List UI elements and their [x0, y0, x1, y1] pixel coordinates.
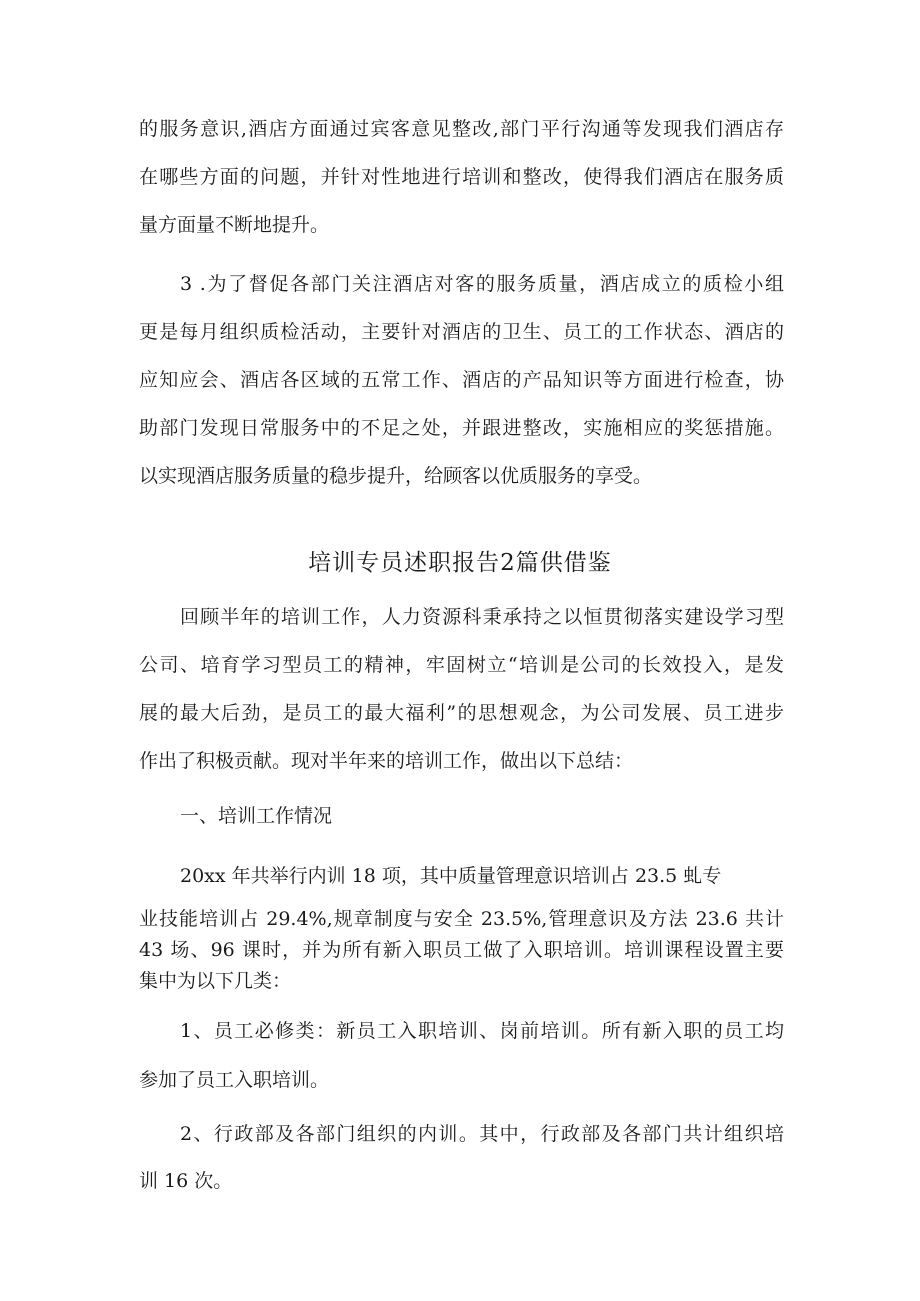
paragraph-line: 应知应会、酒店各区域的五常工作、酒店的产品知识等方面进行检查，协 [139, 369, 784, 391]
paragraph-line: 量方面量不断地提升。 [139, 214, 330, 236]
paragraph-line: 2、行政部及各部门组织的内训。其中，行政部及各部门共计组织培 [180, 1123, 784, 1145]
paragraph-line: 集中为以下几类： [139, 970, 292, 992]
section-heading: 一、培训工作情况 [180, 805, 333, 827]
paragraph-line: 业技能培训占 29.4%,规章制度与安全 23.5%,管理意识及方法 23.6 共计 [139, 908, 784, 930]
paragraph-line: 助部门发现日常服务中的不足之处，并跟进整改，实施相应的奖惩措施。 [139, 417, 784, 439]
paragraph-line: 在哪些方面的问题，并针对性地进行培训和整改，使得我们酒店在服务质 [139, 166, 784, 188]
paragraph-line: 的服务意识,酒店方面通过宾客意见整改,部门平行沟通等发现我们酒店存 [139, 118, 784, 140]
paragraph-line: 3 .为了督促各部门关注酒店对客的服务质量，酒店成立的质检小组 [180, 273, 784, 295]
paragraph-line: 展的最大后劲，是员工的最大福利”的思想观念，为公司发展、员工进步 [139, 702, 784, 724]
paragraph-line: 回顾半年的培训工作，人力资源科秉承持之以恒贯彻落实建设学习型 [180, 606, 784, 628]
document-title: 培训专员述职报告2篇供借鉴 [308, 550, 612, 576]
paragraph-line: 1、员工必修类：新员工入职培训、岗前培训。所有新入职的员工均 [180, 1020, 784, 1042]
paragraph-line: 公司、培育学习型员工的精神，牢固树立“培训是公司的长效投入，是发 [139, 654, 784, 676]
paragraph-line: 43 场、96 课时，并为所有新入职员工做了入职培训。培训课程设置主要 [139, 939, 784, 961]
paragraph-line: 作出了积极贡献。现对半年来的培训工作，做出以下总结： [139, 750, 634, 772]
paragraph-line: 20xx 年共举行内训 18 项，其中质量管理意识培训占 23.5 虬专 [180, 865, 722, 887]
paragraph-line: 以实现酒店服务质量的稳步提升，给顾客以优质服务的享受。 [139, 465, 653, 487]
paragraph-line: 训 16 次。 [139, 1170, 233, 1192]
paragraph-line: 参加了员工入职培训。 [139, 1069, 330, 1091]
paragraph-line: 更是每月组织质检活动，主要针对酒店的卫生、员工的工作状态、酒店的 [139, 321, 784, 343]
